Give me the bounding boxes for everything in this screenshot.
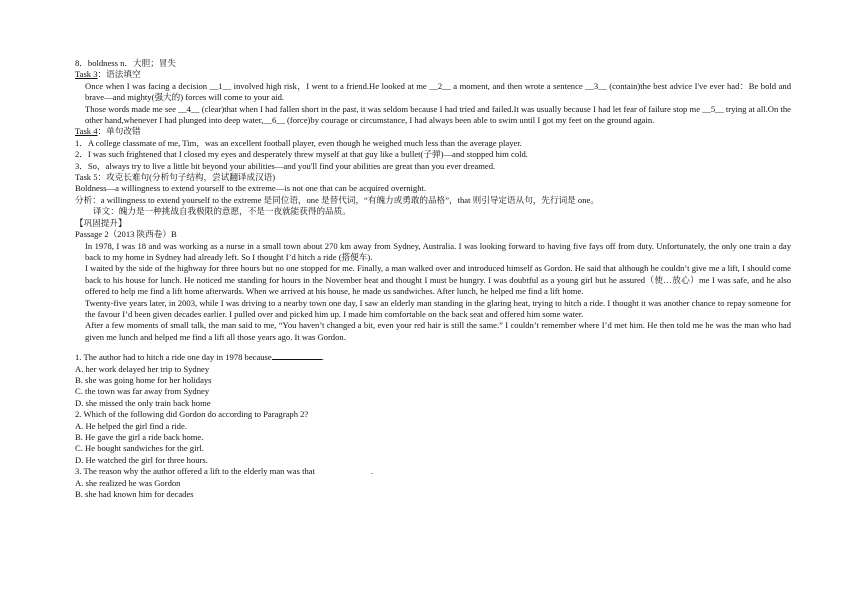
task5-sentence: Boldness—a willingness to extend yourself to the extreme—is not one that can be acquired overnight. xyxy=(75,183,427,194)
task4-item: 3．So，always try to live a little bit beyond your abilities—and you'll find your abilities are great than you ever dreamed. xyxy=(75,160,496,171)
passage-title: Passage 2（2013 陕西卷）B xyxy=(75,229,177,240)
answer-blank[interactable] xyxy=(315,466,374,477)
passage-paragraph-2: I waited by the side of the highway for three hours but no one stopped for me. Finally, a man walked over and introduced himself as Gordon. He said that although he couldn’t give me a lift, I should come back to his house for lunch. He noticed me standing for hours in the November heat and thought I must be hungry. I was doubtful as a young girl but he assured（使…放心）me I was safe, and he also offered to help me find a lift home afterwards. When we arrived at his house, he made us sandwiches. After lunch, he helped me find a lift home. xyxy=(85,263,791,297)
question-1-stem-end: . xyxy=(321,352,324,363)
passage-paragraph-1: In 1978, I was 18 and was working as a nurse in a small town about 270 km away from Sydney, Australia. I was looking forward to having five fays off from duty. Unfortunately, the only one train a day back to my home in Sydney had already left. So I thought I’d hitch a ride (搭便车). xyxy=(85,240,791,262)
task4-heading-label: Task 4 xyxy=(75,126,98,137)
question-stem xyxy=(75,351,791,363)
question-stem xyxy=(75,409,791,420)
answer-option: D. He watched the girl for three hours. xyxy=(75,454,208,465)
task4-heading xyxy=(75,126,791,137)
task4-item: 1．A college classmate of me, Tim，was an excellent football player, even though he weighed much less than the average player. xyxy=(75,137,522,148)
answer-option: D. she missed the only train back home xyxy=(75,397,211,408)
answer-option: A. she realized he was Gordon xyxy=(75,477,181,488)
answer-option: B. He gave the girl a ride back home. xyxy=(75,432,204,442)
answer-option: B. she was going home for her holidays xyxy=(75,374,212,385)
task4-heading-suffix: ：单句改错 xyxy=(97,126,141,137)
consolidate-heading: 【巩固提升】 xyxy=(75,217,127,228)
question-1-stem: 1. The author had to hitch a ride one day in 1978 because xyxy=(75,352,272,363)
worksheet-page xyxy=(75,58,791,500)
question-stem xyxy=(75,466,791,477)
question-2-stem: 2. Which of the following did Gordon do according to Paragraph 2? xyxy=(75,409,309,420)
question-3-stem-end: . xyxy=(371,466,374,477)
answer-option: B. she had known him for decades xyxy=(75,489,194,500)
task5-translation: 译文：魄力是一种挑战自我极限的意愿，不是一夜就能获得的品质。 xyxy=(93,206,351,217)
answer-option: C. He bought sandwiches for the girl. xyxy=(75,443,204,454)
vocab-item: 8．boldness n．大胆；冒失 xyxy=(75,58,176,68)
passage-paragraph-4: After a few moments of small talk, the man said to me, “You haven’t changed a bit, even your red hair is still the same.” I couldn’t remember where I’d met him. He then told me he was the man who had given me lunch and helped me find a lift all those years ago. It was Gordon. xyxy=(85,320,791,342)
task4-item: 2．I was such frightened that I closed my eyes and desperately threw myself at that guy like a bullet(子弹)—and stopped him cold. xyxy=(75,149,528,160)
task3-heading-label: Task 3 xyxy=(75,69,98,80)
task3-heading-suffix: ：语法填空 xyxy=(97,69,141,80)
question-3-stem: 3. The reason why the author offered a lift to the elderly man was that xyxy=(75,466,315,477)
task3-heading xyxy=(75,69,791,80)
task5-analysis: 分析：a willingness to extend yourself to the extreme 是同位语，one 是替代词，“有魄力或勇敢的品格”，that 则引导定语从句，先行词是 one。 xyxy=(75,194,599,205)
spacer xyxy=(75,343,791,351)
task5-heading: Task 5：攻克长难句(分析句子结构，尝试翻译成汉语) xyxy=(75,172,276,183)
answer-option: A. He helped the girl find a ride. xyxy=(75,420,187,431)
task3-paragraph-1: Once when I was facing a decision __1__ involved high risk，I went to a friend.He looked at me __2__ a moment, and then wrote a sentence __3__ (contain)the best advice I've ever had：Be bold and brave—and mighty(强大的) forces will come to your aid. xyxy=(85,80,791,103)
answer-option: C. the town was far away from Sydney xyxy=(75,386,210,397)
answer-blank[interactable] xyxy=(272,351,324,363)
answer-option: A. her work delayed her trip to Sydney xyxy=(75,363,210,374)
task3-paragraph-2: Those words made me see __4__ (clear)that when I had fallen short in the past, it was seldom because I had tried and failed.It was usually because I had let fear of failure stop me __5__ trying at all.On the other hand,whenever I had plunged into deep water,__6__ (force)by courage or circumstance, I had always been able to swim until I got my feet on the ground again. xyxy=(85,103,791,126)
passage-paragraph-3: Twenty-five years later, in 2003, while I was driving to a nearby town one day, I saw an elderly man standing in the glaring heat, trying to hitch a ride. I thought it was another chance to repay someone for the favour I’d been given decades earlier. I pulled over and picked him up. I made him comfortable on the back seat and offered him some water. xyxy=(85,297,791,319)
